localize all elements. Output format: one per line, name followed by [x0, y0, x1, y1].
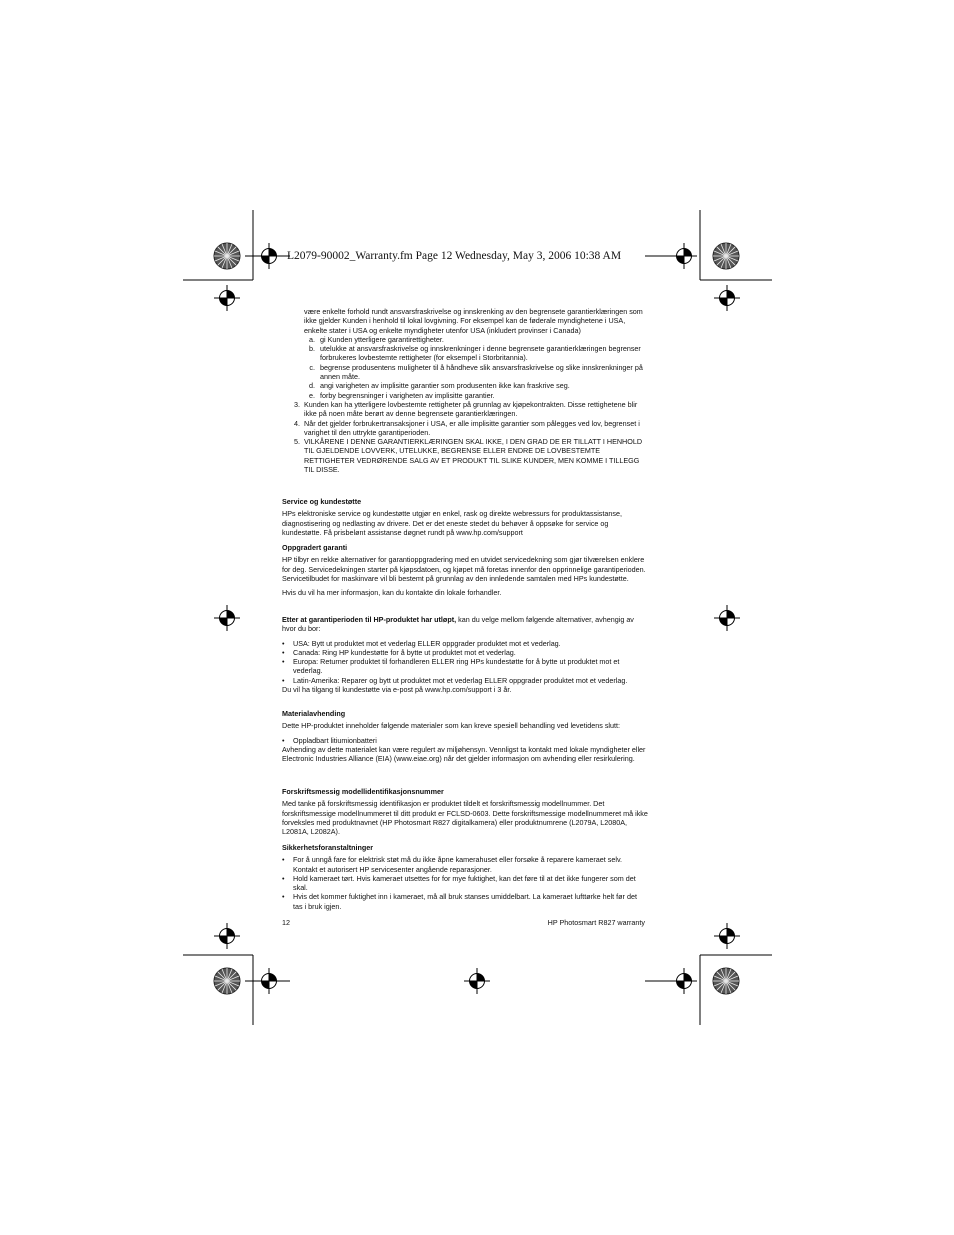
numbered-list — [282, 400, 648, 474]
list-item: c. begrense produsentens muligheter til å håndheve slik ansvarsfraskrivelse og slike innskrenkninger på annen måte. — [309, 362, 643, 382]
list-item: 3. Kunden kan ha ytterligere lovbestemte rettigheter på grunnlag av kjøpekontrakten. Disse rettighetene blir ikke på noen måte berørt av denne begrensete garantierklæringen. — [294, 399, 638, 419]
safety-list — [282, 855, 648, 911]
list-item: • USA: Bytt ut produktet mot et vederlag ELLER oppgrader produktet mot et vederlag. — [282, 638, 561, 648]
list-item: a. gi Kunden ytterligere garantirettigheter. — [309, 334, 444, 344]
section-body: HP tilbyr en rekke alternativer for garantioppgradering med en utvidet servicedekning som gjør tilværelsen enklere for deg. Servicedekningen starter på kjøpsdatoen, og kjøpet må foretas innenfor den opprinnelige garantiperioden. Servicetilbudet for maskinvare vil bli bestemt på grunnlag av den innledende samtalen med HPs kundestøtte. — [282, 555, 646, 583]
list-item: b. utelukke at ansvarsfraskrivelse og innskrenkninger i denne begrensete garantierklæringen begrenser forbrukeres lovbestemte rettigheter (for eksempel i Storbritannia). — [309, 344, 641, 363]
list-item: • Hold kameraet tørt. Hvis kameraet utsettes for for mye fuktighet, kan det føre til at det ikke fungerer som det skal. — [282, 873, 636, 893]
section-heading: Oppgradert garanti — [282, 543, 348, 552]
safety-section — [282, 843, 648, 911]
section-heading: Forskriftsmessig modellidentifikasjonsnummer — [282, 787, 444, 796]
list-item: 4. Når det gjelder forbrukertransaksjoner i USA, er alle implisitte garantier som pålegges ved lov, begrenset i varighet til den uttrykte garantiperioden. — [294, 418, 640, 437]
list-item: • Hvis det kommer fuktighet inn i kameraet, må all bruk stanses umiddelbart. La kameraet lufttørke helt før det tas i bruk igjen. — [282, 892, 637, 911]
section-heading: Sikkerhetsforanstaltninger — [282, 843, 374, 852]
service-section — [282, 497, 648, 537]
upgrade-section — [282, 543, 648, 597]
region-options — [282, 639, 648, 685]
support-note: Du vil ha tilgang til kundestøtte via e-post på www.hp.com/support i 3 år. — [282, 685, 512, 695]
file-slug: L2079-90002_Warranty.fm Page 12 Wednesday, May 3, 2006 10:38 AM — [287, 250, 622, 262]
list-item: e. forby begrensninger i varigheten av implisitte garantier. — [309, 390, 495, 400]
section-body: Med tanke på forskriftsmessig identifikasjon er produktet tildelt et forskriftsmessig modellnummer. Det forskriftsmessige modellnummeret til ditt produkt er FCLSD-0603. Dette forskriftsmessige modellnummeret må ikke forveksles med produktnavnet (HP Photosmart R827 digitalkamera) eller produktnumrene (L2079A, L2080A, L2081A, L2082A). — [282, 799, 648, 837]
list-item: • Latin-Amerika: Reparer og bytt ut produktet mot et vederlag ELLER oppgrader produktet mot et vederlag. — [282, 675, 628, 685]
model-id-section — [282, 787, 648, 836]
list-item: • Europa: Returner produktet til forhandleren ELLER ring HPs kundestøtte for å bytte ut produktet mot et vederlag. — [282, 657, 620, 676]
contact-note: Hvis du vil ha mer informasjon, kan du kontakte din lokale forhandler. — [282, 588, 502, 598]
list-item: • Canada: Ring HP kundestøtte for å bytte ut produktet mot et vederlag. — [282, 647, 516, 657]
section-heading: Service og kundestøtte — [282, 497, 362, 506]
footer-title: HP Photosmart R827 warranty — [547, 918, 645, 927]
continuation-paragraph: være enkelte forhold rundt ansvarsfraskrivelse og innskrenking av den begrensete garantierklæringen som ikke gjelder Kunden i henhold til lokal lovgivning. For eksempel kan de føderale myndighetene i USA, enkelte stater i USA og enkelte myndigheter utenfor USA (inkludert provinser i Canada) — [304, 307, 643, 335]
after-warranty-section — [282, 615, 648, 694]
material-section — [282, 709, 648, 763]
after-warranty-lead: Etter at garantiperioden til HP-produktet har utløpt, kan du velge mellom følgende alternativer, avhengig av hvor du bor: — [282, 615, 634, 634]
section-body: HPs elektroniske service og kundestøtte utgjør en enkel, rask og direkte webressurs for produktassistanse, diagnostisering og nedlasting av drivere. Det er det eneste stedet du behøver å oppsøke for service og kundestøtte. Få prisbelønt assistanse døgnet rundt på www.hp.com/support — [282, 509, 622, 537]
list-item: • Oppladbart litiumionbatteri — [282, 735, 377, 745]
disposal-note: Avhending av dette materialet kan være regulert av miljøhensyn. Vennligst ta kontakt med lokale myndigheter eller Electronic Industries Alliance (EIA) (www.eiae.org) når det gjelder informasjon om avhending eller resirkulering. — [282, 744, 646, 764]
lettered-list — [282, 335, 648, 400]
section-body: Dette HP-produktet inneholder følgende materialer som kan kreve spesiell behandling ved levetidens slutt: — [282, 721, 620, 731]
section-heading: Materialavhending — [282, 709, 346, 718]
list-item: 5. VILKÅRENE I DENNE GARANTIERKLÆRINGEN SKAL IKKE, I DEN GRAD DE ER TILLATT I HENHOLD TIL GJELDENDE LOVVERK, UTELUKKE, BEGRENSE ELLER ENDRE DE LOVBESTEMTE RETTIGHETER VEDRØRENDE SALG AV ET PRODUKT TIL SLIKE KUNDER, MEN KOMME I TILLEGG TIL DISSE. — [294, 437, 643, 475]
list-item: d. angi varigheten av implisitte garantier som produsenten ikke kan fraskrive seg. — [309, 381, 570, 391]
list-item: • For å unngå fare for elektrisk støt må du ikke åpne kamerahuset eller forsøke å reparere kameraet selv. Kontakt et autorisert HP servicesenter angående reparasjoner. — [282, 855, 623, 874]
warranty-terms-continued — [282, 307, 648, 474]
page-number: 12 — [282, 918, 290, 927]
